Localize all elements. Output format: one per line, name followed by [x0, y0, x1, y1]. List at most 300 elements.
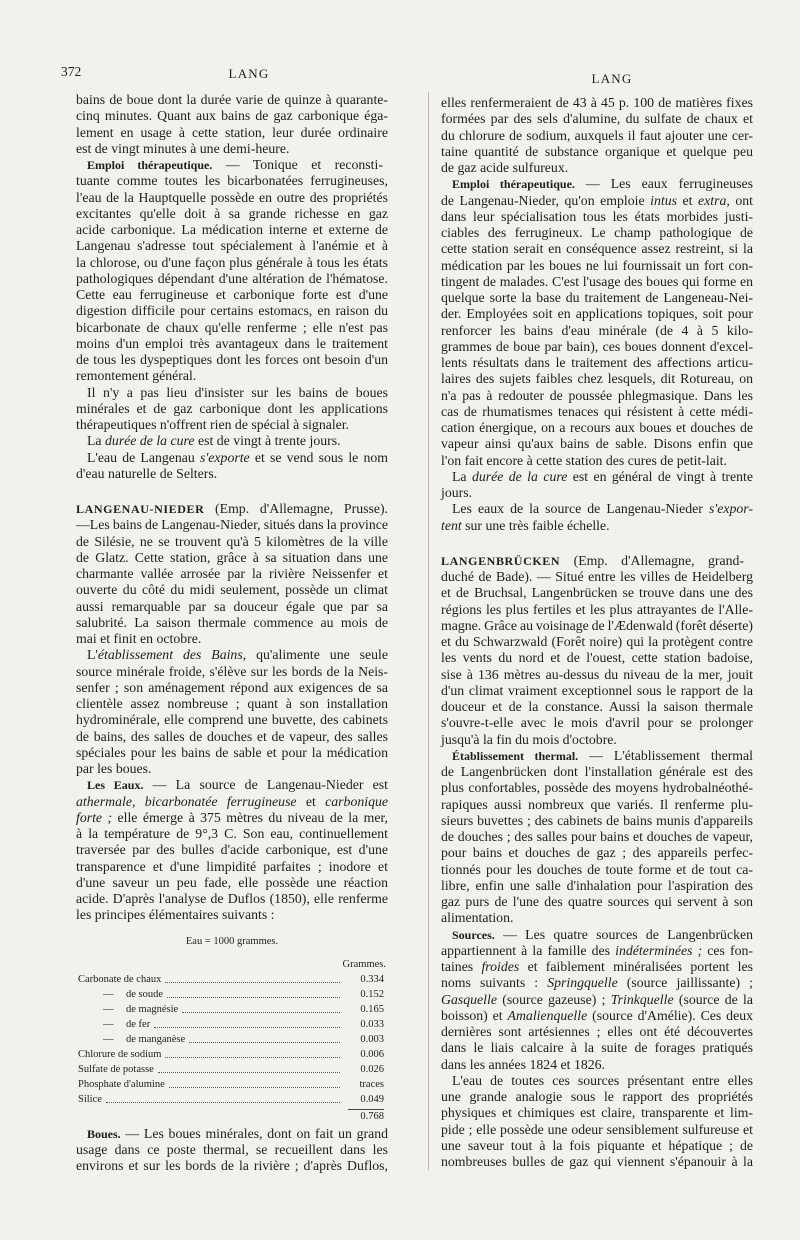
text-line: [441, 634, 753, 650]
text-line: [76, 696, 388, 712]
text-line: [441, 111, 753, 127]
compound-name: de magnésie: [126, 1003, 179, 1015]
text-run: d'un climat vraiment exceptionnel sous le rapport de la: [441, 682, 753, 698]
quantity-grams: 0.033: [360, 1018, 384, 1030]
left-column: [76, 92, 388, 1174]
text-line: [76, 712, 388, 728]
text-run: douceur et de la constance. Aussi la saison thermale: [441, 699, 753, 714]
text-run: l'on fait encore à cette station des cures de petit-lait.: [441, 452, 727, 468]
table-row: [76, 972, 388, 987]
text-run: cinq minutes. Quant aux bains de gaz carbonique éga-: [76, 108, 388, 124]
text-run: L': [87, 647, 98, 663]
text-line: [76, 777, 388, 793]
text-line: [441, 95, 753, 111]
text-run: transparence et d'une limpidité parfaites ; inodore et: [76, 858, 388, 874]
text-run: acide. D'après l'analyse de Duflos (1850), elle renferme: [76, 891, 388, 906]
text-line: [76, 599, 388, 615]
text-line: [441, 894, 753, 910]
italic-text: Springquelle: [547, 975, 618, 991]
text-run: excitantes qu'elle doit à sa grande richesse en gaz: [76, 205, 388, 221]
text-run: de tous les dyspeptiques dont les forces ont besoin d'un: [76, 352, 388, 367]
text-line: [441, 225, 753, 241]
mineral-analysis-table: [76, 935, 388, 1124]
compound-name: Silice: [78, 1093, 102, 1105]
text-run: usage dans ce poste thermal, se recueillent dans les: [76, 1141, 388, 1157]
text-run: d'eau naturelle de Selters.: [76, 465, 218, 481]
text-run: dans les années 1824 et 1826.: [441, 1056, 605, 1072]
italic-text: Trinkquelle: [610, 991, 674, 1007]
text-line: [441, 748, 753, 764]
text-line: [76, 336, 388, 352]
text-line: [441, 274, 753, 290]
text-run: aussi remarquable par sa douceur égale que par sa: [76, 598, 388, 614]
text-run: bains de boue dont la durée varie de quinze à quarante-: [76, 92, 388, 107]
text-line: [441, 797, 753, 813]
table-row: [76, 1017, 388, 1032]
text-run: bicarbonate de chaux qu'elle renferme ; elle n'est pas: [76, 319, 388, 335]
text-run: L'eau de Langenau: [87, 449, 200, 465]
text-run: environs et sur les bords de la rivière ; d'après Duflos,: [76, 1158, 388, 1173]
text-line: [441, 618, 753, 634]
paragraph: [76, 1126, 388, 1175]
dot-leader: [154, 1027, 340, 1028]
quantity-grams: 0.049: [360, 1093, 384, 1105]
text-line: [76, 385, 388, 401]
paragraph: [76, 647, 388, 777]
text-run: une saveur tout à la fois piquante et hépatique ; de: [441, 1137, 753, 1153]
paragraph: [441, 553, 753, 748]
text-run: de Silésie, ne se trouvent qu'à 5 kilomètres de la ville: [76, 533, 388, 549]
italic-text: s'exporte: [199, 449, 250, 465]
text-run: elles renfermeraient de 43 à 45 p. 100 de matières fixes: [441, 95, 753, 110]
italic-text: intus: [650, 192, 677, 208]
text-run: appartiennent à la famille des: [441, 942, 616, 958]
text-line: [441, 845, 753, 861]
column-divider: [428, 92, 429, 1170]
text-run: Il n'y a pas lieu d'insister sur les bains de boues: [87, 384, 388, 400]
text-run: [76, 501, 388, 517]
text-run: la chlorose, ou d'une façon plus générale à tous les états: [76, 254, 388, 270]
text-line: [76, 582, 388, 598]
text-run: pide ; elle possède une odeur sensiblement sulfureuse et: [441, 1121, 753, 1137]
text-line: [76, 320, 388, 336]
text-run: [76, 794, 388, 810]
text-run: — Les eaux ferrugineuses: [574, 176, 753, 192]
text-run: [441, 1008, 753, 1024]
text-run: plus confortables, possède des moyens hydrobalnéothé-: [441, 780, 753, 796]
text-run: dernières sont artésiennes ; elles ont été découvertes: [441, 1024, 753, 1039]
text-line: [441, 176, 753, 192]
text-run: spéciales pour les bains de sable et pour la médication: [76, 744, 388, 760]
table-row: [76, 1062, 388, 1077]
text-line: [441, 1057, 753, 1073]
text-line: [76, 92, 388, 108]
text-line: [441, 128, 753, 144]
text-line: [441, 323, 753, 339]
text-line: [441, 1024, 753, 1040]
text-run: physiques et chimiques est claire, transparente et lim-: [441, 1105, 753, 1121]
text-run: L'eau de toutes ces sources présentant entre elles: [452, 1072, 753, 1088]
text-run: thérapeutiques n'offrent rien de spécial à signaler.: [76, 417, 350, 432]
text-run: formées par des sels d'alumine, du sulfate de chaux et: [441, 111, 753, 127]
paragraph: [441, 176, 753, 469]
table-row: [76, 1092, 388, 1107]
text-run: quelque sorte la base du traitement de Langeneau-Nei-: [441, 290, 753, 305]
text-run: et: [676, 192, 699, 208]
text-line: [441, 501, 753, 517]
text-run: [87, 647, 388, 663]
text-line: [441, 813, 753, 829]
dot-leader: [106, 1102, 340, 1103]
text-line: [76, 566, 388, 582]
text-run: ont: [729, 192, 753, 208]
text-run: charmante vallée arrosée par la rivière Neissenfer et: [76, 566, 388, 581]
text-run: pour bains et douches de gaz ; des appareils perfec-: [441, 845, 753, 861]
text-line: [441, 436, 753, 452]
text-run: de gaz acide sulfureux.: [441, 160, 569, 175]
text-run: lents résultats dans le traitement des affections articu-: [441, 355, 753, 370]
text-line: [76, 222, 388, 238]
text-line: [441, 553, 753, 569]
dot-leader: [165, 1057, 340, 1058]
text-line: [441, 1008, 753, 1024]
text-run: source minérale froide, s'élève sur les bords de la Neis-: [76, 663, 388, 679]
right-column: [441, 95, 753, 1170]
text-run: les vents du nord et de l'ouest, cette station badoise,: [441, 650, 753, 666]
compound-name: Carbonate de chaux: [78, 973, 162, 985]
text-run: grammes de boue par bain), ces boues donnent d'excel-: [441, 338, 753, 354]
paragraph: [76, 157, 388, 385]
text-run: taine quantité de substance organique et quelque peu: [441, 143, 753, 159]
text-run: Langenau s'adresse tout spécialement à l'anémie et à: [76, 238, 388, 254]
text-line: [76, 664, 388, 680]
quantity-grams: 0.026: [360, 1063, 384, 1075]
text-line: [76, 173, 388, 189]
text-line: [441, 339, 753, 355]
text-line: [76, 255, 388, 271]
text-line: [76, 108, 388, 124]
text-run: senfer ; son aménagement répond aux exigences de sa: [76, 679, 388, 695]
table-row: [76, 1047, 388, 1062]
text-line: [441, 732, 753, 748]
dot-leader: [189, 1042, 340, 1043]
compound-name: Sulfate de potasse: [78, 1063, 154, 1075]
text-run: dans leur spécialisation tous les états morbides justi-: [441, 208, 753, 224]
text-line: [441, 1089, 753, 1105]
text-run: et faiblement minéralisées portent les: [519, 959, 753, 974]
text-line: [441, 699, 753, 715]
text-line: [76, 190, 388, 206]
text-run: acide carbonique. La médication interne et externe de: [76, 222, 388, 237]
text-run: — Tonique et reconsti-: [212, 157, 383, 172]
text-line: [76, 842, 388, 858]
table-row: [76, 1077, 388, 1092]
text-line: [441, 862, 753, 878]
text-line: [441, 764, 753, 780]
run-in-heading: Les Eaux.: [87, 778, 144, 793]
text-run: et du Schwarzwald (Forêt noire) qui la protègent contre: [441, 634, 753, 649]
quantity-grams: traces: [359, 1078, 384, 1090]
text-run: [441, 959, 753, 975]
entry-headword: LANGENBRÜCKEN: [441, 553, 561, 568]
compound-name: de manganèse: [126, 1033, 186, 1045]
text-line: [441, 469, 753, 485]
text-run: tingent de malades. C'est l'usage des boues qui forme en: [441, 273, 753, 289]
text-line: [76, 450, 388, 466]
text-run: tuante comme toutes les bicarbonatées ferrugineuses,: [76, 173, 388, 189]
text-run: La: [87, 433, 106, 449]
table-caption: Eau = 1000 grammes.: [185, 935, 279, 947]
ditto-dash: —: [103, 988, 114, 1000]
text-run: [87, 433, 341, 449]
ditto-dash: —: [103, 1033, 114, 1045]
run-in-heading: Sources.: [452, 927, 495, 942]
text-line: [76, 466, 388, 482]
entry-headword: LANGENAU-NIEDER: [76, 502, 205, 516]
text-run: noms suivants :: [441, 975, 548, 991]
paragraph: [441, 501, 753, 534]
text-run: [441, 992, 753, 1008]
table-row: [76, 987, 388, 1002]
table-row: [76, 1002, 388, 1017]
text-line: [441, 209, 753, 225]
text-run: (source jaillissante) ;: [617, 975, 753, 991]
italic-text: durée de la cure: [471, 468, 568, 484]
text-line: [441, 780, 753, 796]
text-run: [452, 748, 753, 764]
italic-text: Gasquelle: [441, 991, 497, 1007]
italic-text: tent: [441, 517, 462, 533]
text-line: [76, 125, 388, 141]
run-in-heading: Boues.: [87, 1126, 121, 1141]
text-run: [87, 1126, 388, 1142]
text-run: libre, enfin une salle d'inhalation pour l'aspiration des: [441, 877, 753, 893]
quantity-grams: 0.334: [360, 973, 384, 985]
text-run: [441, 518, 610, 534]
quantity-grams: 0.003: [360, 1033, 384, 1045]
text-run: ces fon-: [702, 942, 753, 958]
text-run: [452, 469, 753, 485]
text-run: à la température de 9°,3 C. Son eau, continuellement: [76, 826, 388, 841]
paragraph: [76, 450, 388, 483]
text-line: [441, 404, 753, 420]
text-line: [76, 141, 388, 157]
text-run: salubrité. La saison thermale commence au mois de: [76, 614, 388, 630]
compound-name: de fer: [126, 1018, 151, 1030]
text-run: — La source de Langenau-Nieder est: [143, 777, 388, 793]
italic-text: froides: [481, 959, 520, 974]
text-run: [441, 193, 753, 209]
text-run: minérales et de gaz carbonique dont les applications: [76, 400, 388, 416]
text-run: traversée par des bulles d'acide carbonique, est d'une: [76, 842, 388, 858]
paragraph: [441, 748, 753, 927]
text-line: [441, 371, 753, 387]
text-line: [441, 715, 753, 731]
running-head-right: LANG: [591, 71, 633, 86]
text-run: et: [296, 793, 326, 809]
total-grams: 0.768: [360, 1110, 384, 1122]
text-line: [76, 859, 388, 875]
italic-text: athermale, bicarbonatée ferrugineuse: [76, 793, 297, 809]
text-line: [76, 287, 388, 303]
text-line: [76, 271, 388, 287]
quantity-grams: 0.152: [360, 988, 384, 1000]
text-line: [76, 368, 388, 384]
text-line: [76, 729, 388, 745]
text-line: [76, 745, 388, 761]
text-run: cas de rhumatismes tenaces qui résistent à cette médi-: [441, 403, 753, 419]
compound-name: de soude: [126, 988, 164, 1000]
table-row: [76, 1032, 388, 1047]
text-line: [441, 943, 753, 959]
text-run: digestion difficile pour certains estomacs, en raison du: [76, 303, 388, 319]
text-run: de Langenbrücken dont l'installation générale est des: [441, 764, 753, 779]
text-run: ciables des ferrugineux. Le champ pathologique de: [441, 225, 753, 240]
text-run: sieurs buvettes ; des cabinets de bains munis d'appareils: [441, 812, 753, 828]
text-run: [441, 975, 753, 991]
text-line: [76, 1142, 388, 1158]
text-run: Cette eau ferrugineuse et carbonique forte est d'une: [76, 287, 388, 302]
quantity-grams: 0.006: [360, 1048, 384, 1060]
paragraph: [76, 385, 388, 434]
text-run: médication par les boues ne lui fournissait un fort con-: [441, 257, 753, 273]
text-line: [441, 992, 753, 1008]
dot-leader: [169, 1087, 340, 1088]
text-run: gaz purs de l'une des quatre sources qui servent à son: [441, 894, 753, 909]
text-run: rapiques aussi nombreux que variés. Il renferme plu-: [441, 796, 753, 812]
paragraph: [76, 501, 388, 647]
text-run: magne. Grâce au voisinage de l'Ædenwald (forêt déserte): [441, 617, 753, 633]
text-run: —Les bains de Langenau-Nieder, situés dans la province: [76, 517, 388, 533]
text-line: [441, 453, 753, 469]
text-line: [441, 258, 753, 274]
text-run: elle émerge à 375 mètres du niveau de la mer,: [112, 809, 388, 825]
text-run: du chlorure de sodium, auxquels il faut ajouter une cer-: [441, 127, 753, 143]
paragraph: [76, 92, 388, 157]
text-line: [441, 1073, 753, 1089]
text-run: est de vingt minutes à une demi-heure.: [76, 140, 290, 156]
text-run: pathologiques dépendant d'une altération de l'hématose.: [76, 270, 388, 286]
dot-leader: [165, 982, 340, 983]
text-line: [441, 1154, 753, 1170]
text-run: par les boues.: [76, 761, 152, 776]
text-run: [76, 810, 388, 826]
text-run: remontement général.: [76, 368, 197, 384]
text-run: — Les quatre sources de Langenbrücken: [494, 926, 753, 942]
text-run: n'a pas à redouter de poussée phlegmasique. Dans les: [441, 387, 753, 403]
text-line: [76, 794, 388, 810]
text-run: s'ouvre-t-elle avec le mois d'avril pour se prolonger: [441, 715, 753, 731]
italic-text: forte ;: [76, 809, 113, 825]
text-run: est de vingt à trente jours.: [194, 433, 341, 449]
text-run: et se vend sous le nom: [249, 449, 388, 465]
text-run: — L'établissement thermal: [578, 747, 753, 763]
text-line: [76, 534, 388, 550]
text-run: [87, 450, 388, 466]
run-in-heading: Emploi thérapeutique.: [87, 158, 213, 172]
unit-header: Grammes.: [342, 958, 386, 970]
text-line: [76, 1126, 388, 1142]
ditto-dash: —: [103, 1018, 114, 1030]
text-run: dans le liais calcaire à la suite de forages pratiqués: [441, 1040, 753, 1056]
text-run: de Langenau-Nieder, qu'on emploie: [441, 192, 651, 208]
text-run: cette station serait en conséquence assez restreint, si la: [441, 241, 753, 257]
text-line: [76, 875, 388, 891]
text-line: [76, 615, 388, 631]
paragraph: [441, 927, 753, 1073]
ditto-dash: —: [103, 1003, 114, 1015]
dot-leader: [182, 1012, 340, 1013]
text-run: alimentation.: [441, 910, 514, 926]
italic-text: indéterminées ;: [615, 942, 703, 958]
text-run: jours.: [441, 485, 473, 500]
text-run: vapeur ainsi qu'aux bains de sable. Disons enfin que: [441, 436, 753, 452]
text-run: mai et finit en octobre.: [76, 631, 202, 646]
text-line: [76, 238, 388, 254]
text-line: [441, 388, 753, 404]
text-line: [441, 878, 753, 894]
text-line: [441, 1040, 753, 1056]
text-line: [76, 810, 388, 826]
text-line: [76, 401, 388, 417]
text-run: duché de Bade). — Situé entre les villes de Heidelberg: [441, 569, 753, 584]
text-line: [441, 683, 753, 699]
italic-text: carbonique: [325, 793, 388, 809]
quantity-grams: 0.165: [360, 1003, 384, 1015]
text-line: [441, 144, 753, 160]
text-run: (Emp. d'Allemagne, grand-: [560, 552, 744, 568]
text-run: qu'alimente une seule: [246, 647, 388, 663]
run-in-heading: Établissement thermal.: [452, 748, 579, 763]
text-line: [441, 355, 753, 371]
text-run: ouverte du côté du midi seulement, possède un climat: [76, 582, 388, 598]
text-run: régions les plus fertiles et les plus attrayantes de l'Alle-: [441, 601, 753, 617]
text-line: [441, 927, 753, 943]
paragraph: [76, 433, 388, 449]
text-line: [441, 193, 753, 209]
compound-name: Phosphate d'alumine: [78, 1078, 165, 1090]
paragraph: [441, 1073, 753, 1171]
text-line: [441, 959, 753, 975]
text-line: [441, 569, 753, 585]
text-line: [441, 602, 753, 618]
text-run: — Les boues minérales, dont on fait un grand: [120, 1125, 388, 1141]
text-run: [87, 777, 388, 793]
text-run: nombreuses bulles de gaz qui viennent s'épanouir à la: [441, 1154, 753, 1169]
text-run: Les eaux de la source de Langenau-Nieder: [452, 501, 709, 517]
text-line: [76, 517, 388, 533]
text-run: (source d'Amélie). Ces deux: [587, 1007, 753, 1023]
italic-text: s'expor-: [708, 501, 753, 517]
text-run: de Glatz. Cette station, grâce à sa situation dans une: [76, 549, 388, 565]
text-run: [441, 943, 753, 959]
text-line: [76, 303, 388, 319]
text-line: [441, 650, 753, 666]
text-line: [76, 761, 388, 777]
text-line: [441, 667, 753, 683]
text-run: (Emp. d'Allemagne, Prusse).: [204, 501, 388, 516]
text-line: [441, 306, 753, 322]
text-run: (source de la: [673, 991, 753, 1007]
running-head-left: LANG: [228, 66, 270, 81]
text-run: clientèle assez nombreuse ; quant à son installation: [76, 696, 388, 711]
text-run: La: [452, 468, 472, 484]
text-line: [76, 907, 388, 923]
text-run: der. Employées soit en applications topiques, soit pour: [441, 306, 753, 322]
page-number: 372: [61, 64, 82, 79]
text-run: de bains, des salles de douches et de vapeur, des salles: [76, 728, 388, 744]
italic-text: durée de la cure: [105, 433, 195, 449]
